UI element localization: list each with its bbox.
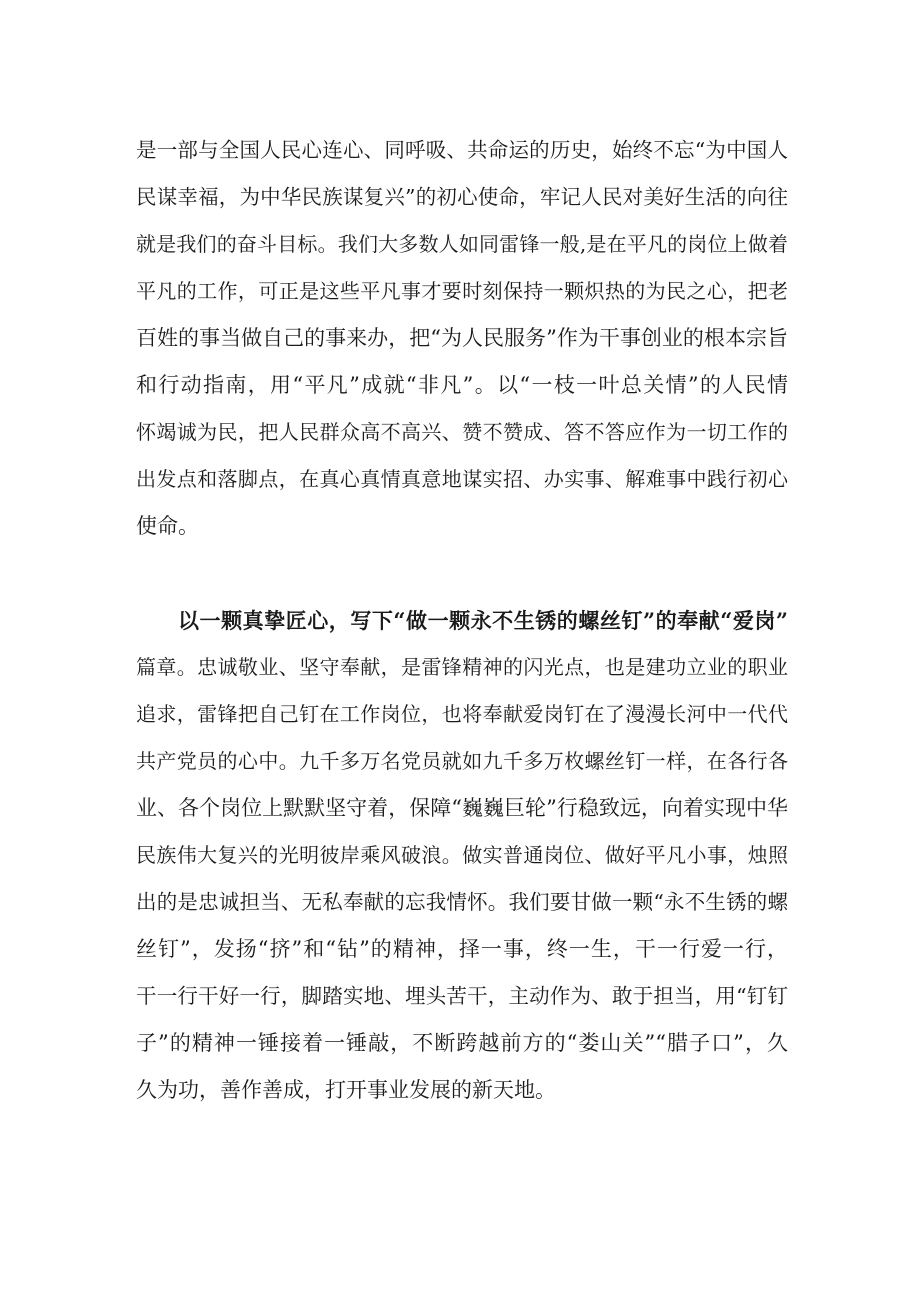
- paragraph-line: 怀竭诚为民，把人民群众高不高兴、赞不赞成、答不答应作为一切工作的: [136, 420, 788, 444]
- paragraph-line: 业、各个岗位上默默坚守着，保障“巍巍巨轮”行稳致远，向着实现中华: [136, 796, 788, 820]
- paragraph-line: 就是我们的奋斗目标。我们大多数人如同雷锋一般,是在平凡的岗位上做着: [136, 232, 788, 256]
- paragraph-line: 出的是忠诚担当、无私奉献的忘我情怀。我们要甘做一颗“永不生锈的螺: [136, 890, 788, 914]
- paragraph-2: [136, 597, 788, 1114]
- paragraph-line: 百姓的事当做自己的事来办，把“为人民服务”作为干事创业的根本宗旨: [136, 326, 788, 350]
- paragraph-line: 是一部与全国人民心连心、同呼吸、共命运的历史，始终不忘“为中国人: [136, 138, 788, 162]
- section-heading: 以一颗真挚匠心，写下“做一颗永不生锈的螺丝钉”的奉献“爱岗”: [178, 608, 788, 633]
- paragraph-line: 子”的精神一锤接着一锤敲，不断跨越前方的“娄山关”“腊子口”，久: [136, 1031, 788, 1055]
- paragraph-line: 平凡的工作，可正是这些平凡事才要时刻保持一颗炽热的为民之心，把老: [136, 279, 788, 303]
- paragraph-line: 和行动指南，用“平凡”成就“非凡”。以“一枝一叶总关情”的人民情: [136, 373, 788, 397]
- paragraph-line: 出发点和落脚点，在真心真情真意地谋实招、办实事、解难事中践行初心: [136, 467, 788, 491]
- paragraph-line: 民谋幸福，为中华民族谋复兴”的初心使命，牢记人民对美好生活的向往: [136, 185, 788, 209]
- paragraph-line: 使命。: [136, 514, 199, 538]
- paragraph-line: 丝钉”，发扬“挤”和“钻”的精神，择一事，终一生，干一行爱一行，: [136, 937, 788, 961]
- section-heading-line: [136, 597, 788, 644]
- paragraph-line: 共产党员的心中。九千多万名党员就如九千多万枚螺丝钉一样，在各行各: [136, 749, 788, 773]
- paragraph-1: [136, 127, 788, 550]
- paragraph-spacer: [136, 550, 788, 597]
- document-body: [136, 127, 788, 1114]
- paragraph-line: 篇章。忠诚敬业、坚守奉献，是雷锋精神的闪光点，也是建功立业的职业: [136, 655, 788, 679]
- paragraph-line: 干一行干好一行，脚踏实地、埋头苦干，主动作为、敢于担当，用“钉钉: [136, 984, 788, 1008]
- paragraph-line: 追求，雷锋把自己钉在工作岗位，也将奉献爱岗钉在了漫漫长河中一代代: [136, 702, 788, 726]
- paragraph-line: 民族伟大复兴的光明彼岸乘风破浪。做实普通岗位、做好平凡小事，烛照: [136, 843, 788, 867]
- paragraph-line: 久为功，善作善成，打开事业发展的新天地。: [136, 1078, 556, 1102]
